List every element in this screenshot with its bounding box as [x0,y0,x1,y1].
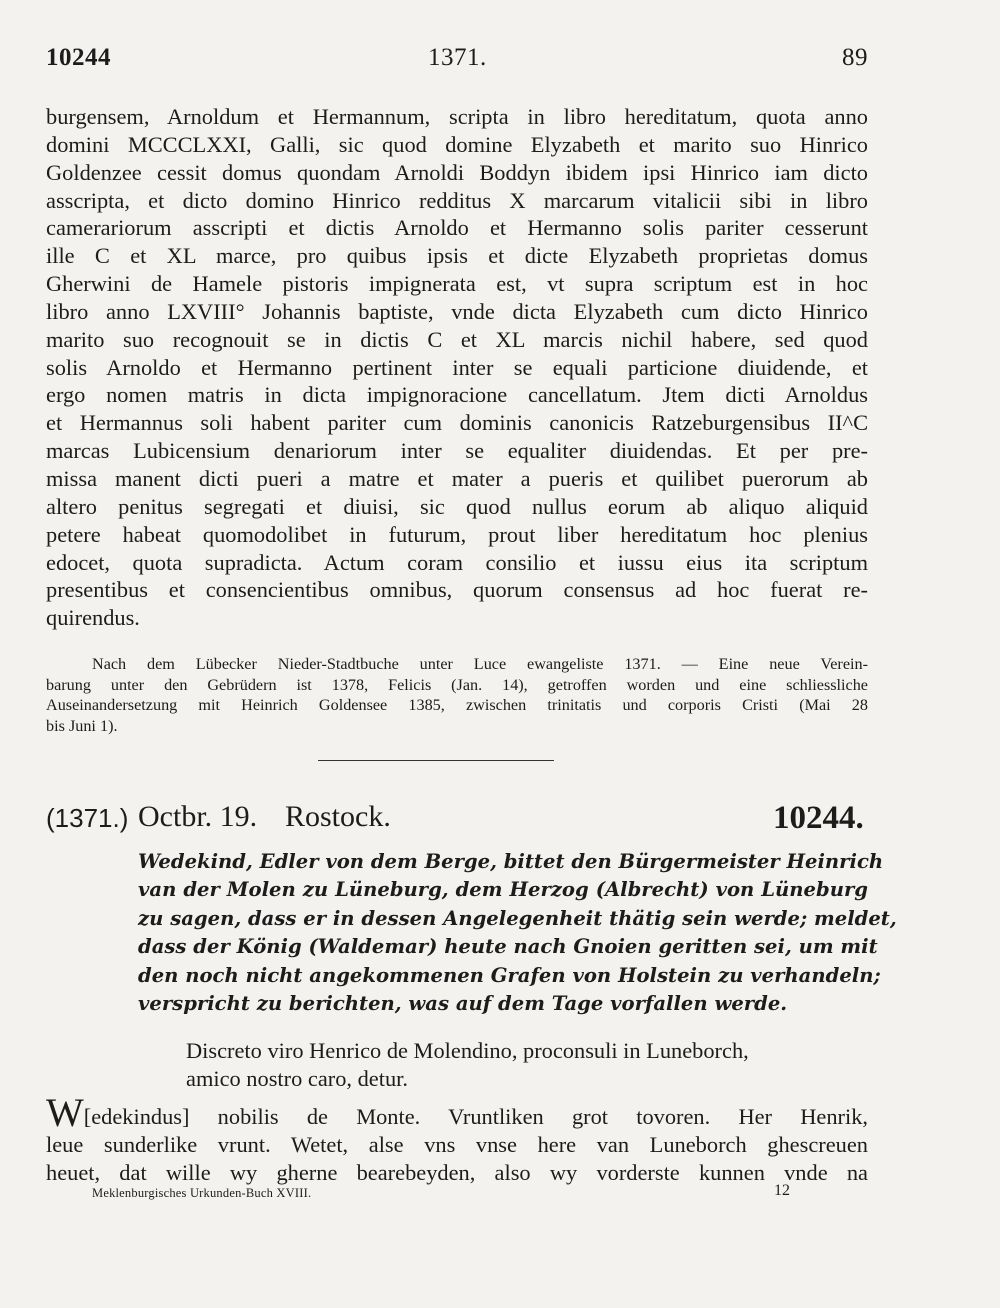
letter-text [46,1090,868,1187]
body-line: burgensem, Arnoldum et Hermannum, scripta in libro hereditatum, quota anno [46,104,868,129]
body-line: camerariorum asscripti et dictis Arnoldo et Hermanno solis pariter cesserunt [46,215,868,241]
letter-line: leue sunderlike vrunt. Wetet, alse vns vnse here van Luneborch ghescreuen [46,1132,868,1157]
body-line: petere habeat quomodolibet in futurum, prout liber hereditatum hoc plenius [46,521,868,547]
body-line: domini MCCCLXXI, Galli, sic quod domine Elyzabeth et marito suo Hinrico [46,131,868,157]
note-line: bis Juni 1). [46,716,118,735]
body-line: marcas Lubicensium denariorum inter se equaliter diuidendas. Et per pre- [46,438,868,464]
body-line: et Hermannus soli habent pariter cum dominis canonicis Ratzeburgensibus II^C [46,410,868,436]
body-line: altero penitus segregati et diuisi, sic quod nullus eorum ab aliquo aliquid [46,493,868,519]
entry-date: Octbr. 19. [138,800,258,833]
body-line: Gherwini de Hamele pistoris impignerata est, vt supra scriptum est in hoc [46,271,868,297]
entry-place: Rostock. [285,800,391,833]
note-line: Auseinandersetzung mit Heinrich Goldensee 1385, zwischen trinitatis und corporis Cristi (Mai 28 [46,696,868,714]
body-line: Goldenzee cessit domus quondam Arnoldi Boddyn ibidem ipsi Hinrico iam dicto [46,159,868,185]
note-line: barung unter den Gebrüdern ist 1378, Felicis (Jan. 14), getroffen worden und eine schliessliche [46,675,868,694]
body-line: quirendus. [46,605,140,631]
summary-line: zu sagen, dass er in dessen Angelegenheit thätig sein werde; meldet, [138,906,897,930]
entry-number: 10244. [773,800,864,836]
summary-line: verspricht zu berichten, was auf dem Tage vorfallen werde. [138,992,788,1016]
main-body-text [46,103,868,632]
header-document-number: 10244 [46,44,111,71]
entry-year: (1371.) [46,803,129,833]
summary-line: dass der König (Waldemar) heute nach Gnoien geritten sei, um mit [138,935,878,959]
summary-line: den noch nicht angekommenen Grafen von Holstein zu verhandeln; [138,963,881,987]
body-line: marito suo recognouit se in dictis C et XL marcis nichil habere, sed quod [46,326,868,352]
summary-line: Wedekind, Edler von dem Berge, bittet den Bürgermeister Heinrich [138,850,884,873]
address-line: amico nostro caro, detur. [186,1066,408,1091]
header-year: 1371. [428,44,487,71]
initial-letter: W [46,1090,84,1135]
letter-line: heuet, dat wille wy gherne bearebeyden, also wy vorderste kunnen vnde na [46,1160,868,1185]
body-line: solis Arnoldo et Hermanno pertinent inter se equali particione diuidende, et [46,354,868,380]
body-line: edocet, quota supradicta. Actum coram consilio et iussu eius ita scriptum [46,549,868,575]
body-line: libro anno LXVIII° Johannis baptiste, vnde dicta Elyzabeth cum dicto Hinrico [46,298,868,324]
entry-summary [138,848,897,1018]
body-line: missa manent dicti pueri a matre et mater a pueris et quilibet puerorum ab [46,465,868,491]
header-page-number: 89 [842,44,868,71]
note-line: Nach dem Lübecker Nieder-Stadtbuche unter Luce ewangeliste 1371. — Eine neue Verein- [92,655,868,673]
address-line: Discreto viro Henrico de Molendino, proconsuli in Luneborch, [186,1038,749,1063]
letter-address [186,1037,868,1093]
letter-line [46,1090,868,1135]
footer-signature-mark: 12 [774,1182,790,1199]
section-divider [318,760,554,761]
body-line: presentibus et consencientibus omnibus, quorum consensus ad hoc fuerat re- [46,577,868,603]
letter-line-rest: [edekindus] nobilis de Monte. Vruntliken grot tovoren. Her Henrik, [83,1104,868,1129]
body-line: ille C et XL marce, pro quibus ipsis et dicte Elyzabeth proprietas domus [46,243,868,269]
body-line: asscripta, et dicto domino Hinrico redditus X marcarum vitalicii sibi in libro [46,187,868,213]
source-note [46,654,868,736]
summary-line: van der Molen zu Lüneburg, dem Herzog (Albrecht) von Lüneburg [138,878,868,902]
footer-publication: Meklenburgisches Urkunden-Buch XVIII. [92,1186,312,1200]
body-line: ergo nomen matris in dicta impignoracione cancellatum. Jtem dicti Arnoldus [46,382,868,408]
